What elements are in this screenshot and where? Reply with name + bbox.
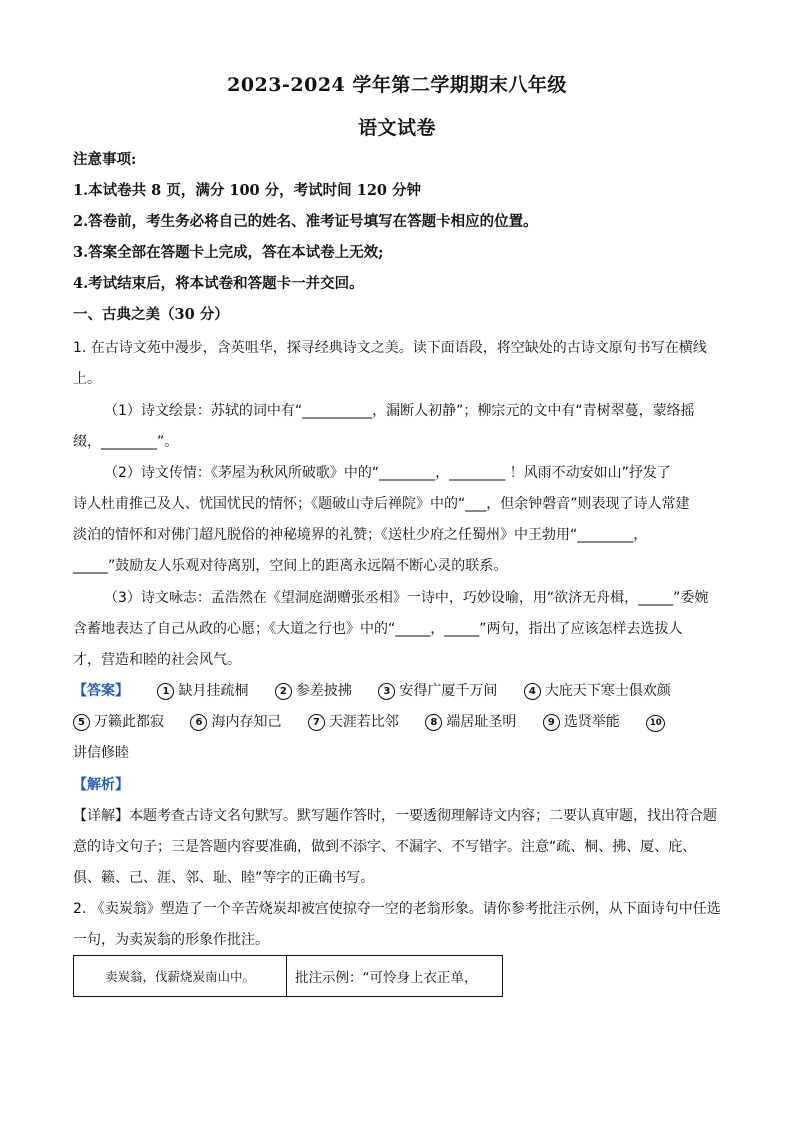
table-row <box>74 956 503 997</box>
analysis-label: 【解析】 <box>73 777 129 793</box>
section-heading: 一、古典之美（30 分） <box>73 306 229 323</box>
q1-part2: _____”鼓励友人乐观对待离别，空间上的距离永远隔不断心灵的联系。 <box>73 558 508 574</box>
answer-row <box>73 681 723 701</box>
q2-stem: 一句，为卖炭翁的形象作批注。 <box>73 932 269 948</box>
notice-item: 3.答案全部在答题卡上完成，答在本试卷上无效; <box>73 244 384 261</box>
analysis-detail: 【详解】本题考查古诗文名句默写。默写题作答时，一要透彻理解诗文内容；二要认真审题，找出符合题 <box>73 808 717 824</box>
answer-item-text: 讲信修睦 <box>73 745 129 761</box>
answer-item: 4 大庇天下寒士俱欢颜 <box>524 681 671 701</box>
notice-item: 4.考试结束后，将本试卷和答题卡一并交回。 <box>73 275 364 292</box>
q1-stem: 1. 在古诗文苑中漫步，含英咀华，探寻经典诗文之美。读下面语段，将空缺处的古诗文原句书写在横线 <box>73 340 707 356</box>
q1-part1: 缀，________”。 <box>73 434 179 450</box>
answer-item: 10 <box>646 712 669 732</box>
q1-part2: 诗人杜甫推己及人、忧国忧民的情怀；《题破山寺后禅院》中的“___，但余钟磬音”则表现了诗人常建 <box>73 496 690 512</box>
analysis-detail: 意的诗文句子；三是答题内容要准确，做到不添字、不漏字、不写错字。注意“疏、桐、拂、厦、庇、 <box>73 839 697 855</box>
answer-label: 【答案】 <box>73 683 129 699</box>
answer-item: 5 万籁此都寂 <box>73 712 164 732</box>
annotation-table <box>73 955 503 997</box>
notice-item: 2.答卷前，考生务必将自己的姓名、准考证号填写在答题卡相应的位置。 <box>73 213 538 230</box>
answer-item: 9 选贤举能 <box>543 712 620 732</box>
q1-part1: （1）诗文绘景：苏轼的词中有“__________，漏断人初静”；柳宗元的文中有“青树翠蔓，蒙络摇 <box>104 403 695 419</box>
answer-item: 2 参差披拂 <box>275 681 352 701</box>
answer-item: 3 安得广厦千万间 <box>378 681 497 701</box>
page-title: 2023-2024 学年第二学期期末八年级 <box>227 74 567 96</box>
table-cell-poem: 卖炭翁，伐薪烧炭南山中。 <box>74 956 287 997</box>
q1-part2: 淡泊的情怀和对佛门超凡脱俗的神秘境界的礼赞；《送杜少府之任蜀州》中王勃用“________， <box>73 527 648 543</box>
q1-part3: 含蓄地表达了自己从政的心愿；《大道之行也》中的“_____，_____”两句，指出了应该怎样去选拔人 <box>73 621 683 637</box>
q2-stem: 2. 《卖炭翁》塑造了一个辛苦烧炭却被宫使掠夺一空的老翁形象。请你参考批注示例，从下面诗句中任选 <box>73 901 721 917</box>
table-cell-example: 批注示例：“可怜身上衣正单， <box>287 956 503 997</box>
q1-part3: （3）诗文咏志：孟浩然在《望洞庭湖赠张丞相》一诗中，巧妙设喻，用“欲济无舟楫，_____”委婉 <box>104 590 709 606</box>
answer-item: 1 缺月挂疏桐 <box>157 681 248 701</box>
q1-part2: （2）诗文传情：《茅屋为秋风所破歌》中的“________，________ ！风雨不动安如山”抒发了 <box>104 465 671 481</box>
page-subtitle: 语文试卷 <box>357 117 436 139</box>
answer-item: 7 天涯若比邻 <box>308 712 399 732</box>
q1-part3: 才，营造和睦的社会风气。 <box>73 652 241 668</box>
notice-heading: 注意事项: <box>73 151 137 168</box>
answer-item: 8 端居耻圣明 <box>425 712 516 732</box>
notice-item: 1.本试卷共 8 页，满分 100 分，考试时间 120 分钟 <box>73 182 422 199</box>
analysis-detail: 俱、籁、己、涯、邻、耻、睦”等字的正确书写。 <box>73 870 375 886</box>
answer-row <box>73 712 723 732</box>
q1-stem: 上。 <box>73 371 101 387</box>
answer-item: 6 海内存知己 <box>190 712 281 732</box>
